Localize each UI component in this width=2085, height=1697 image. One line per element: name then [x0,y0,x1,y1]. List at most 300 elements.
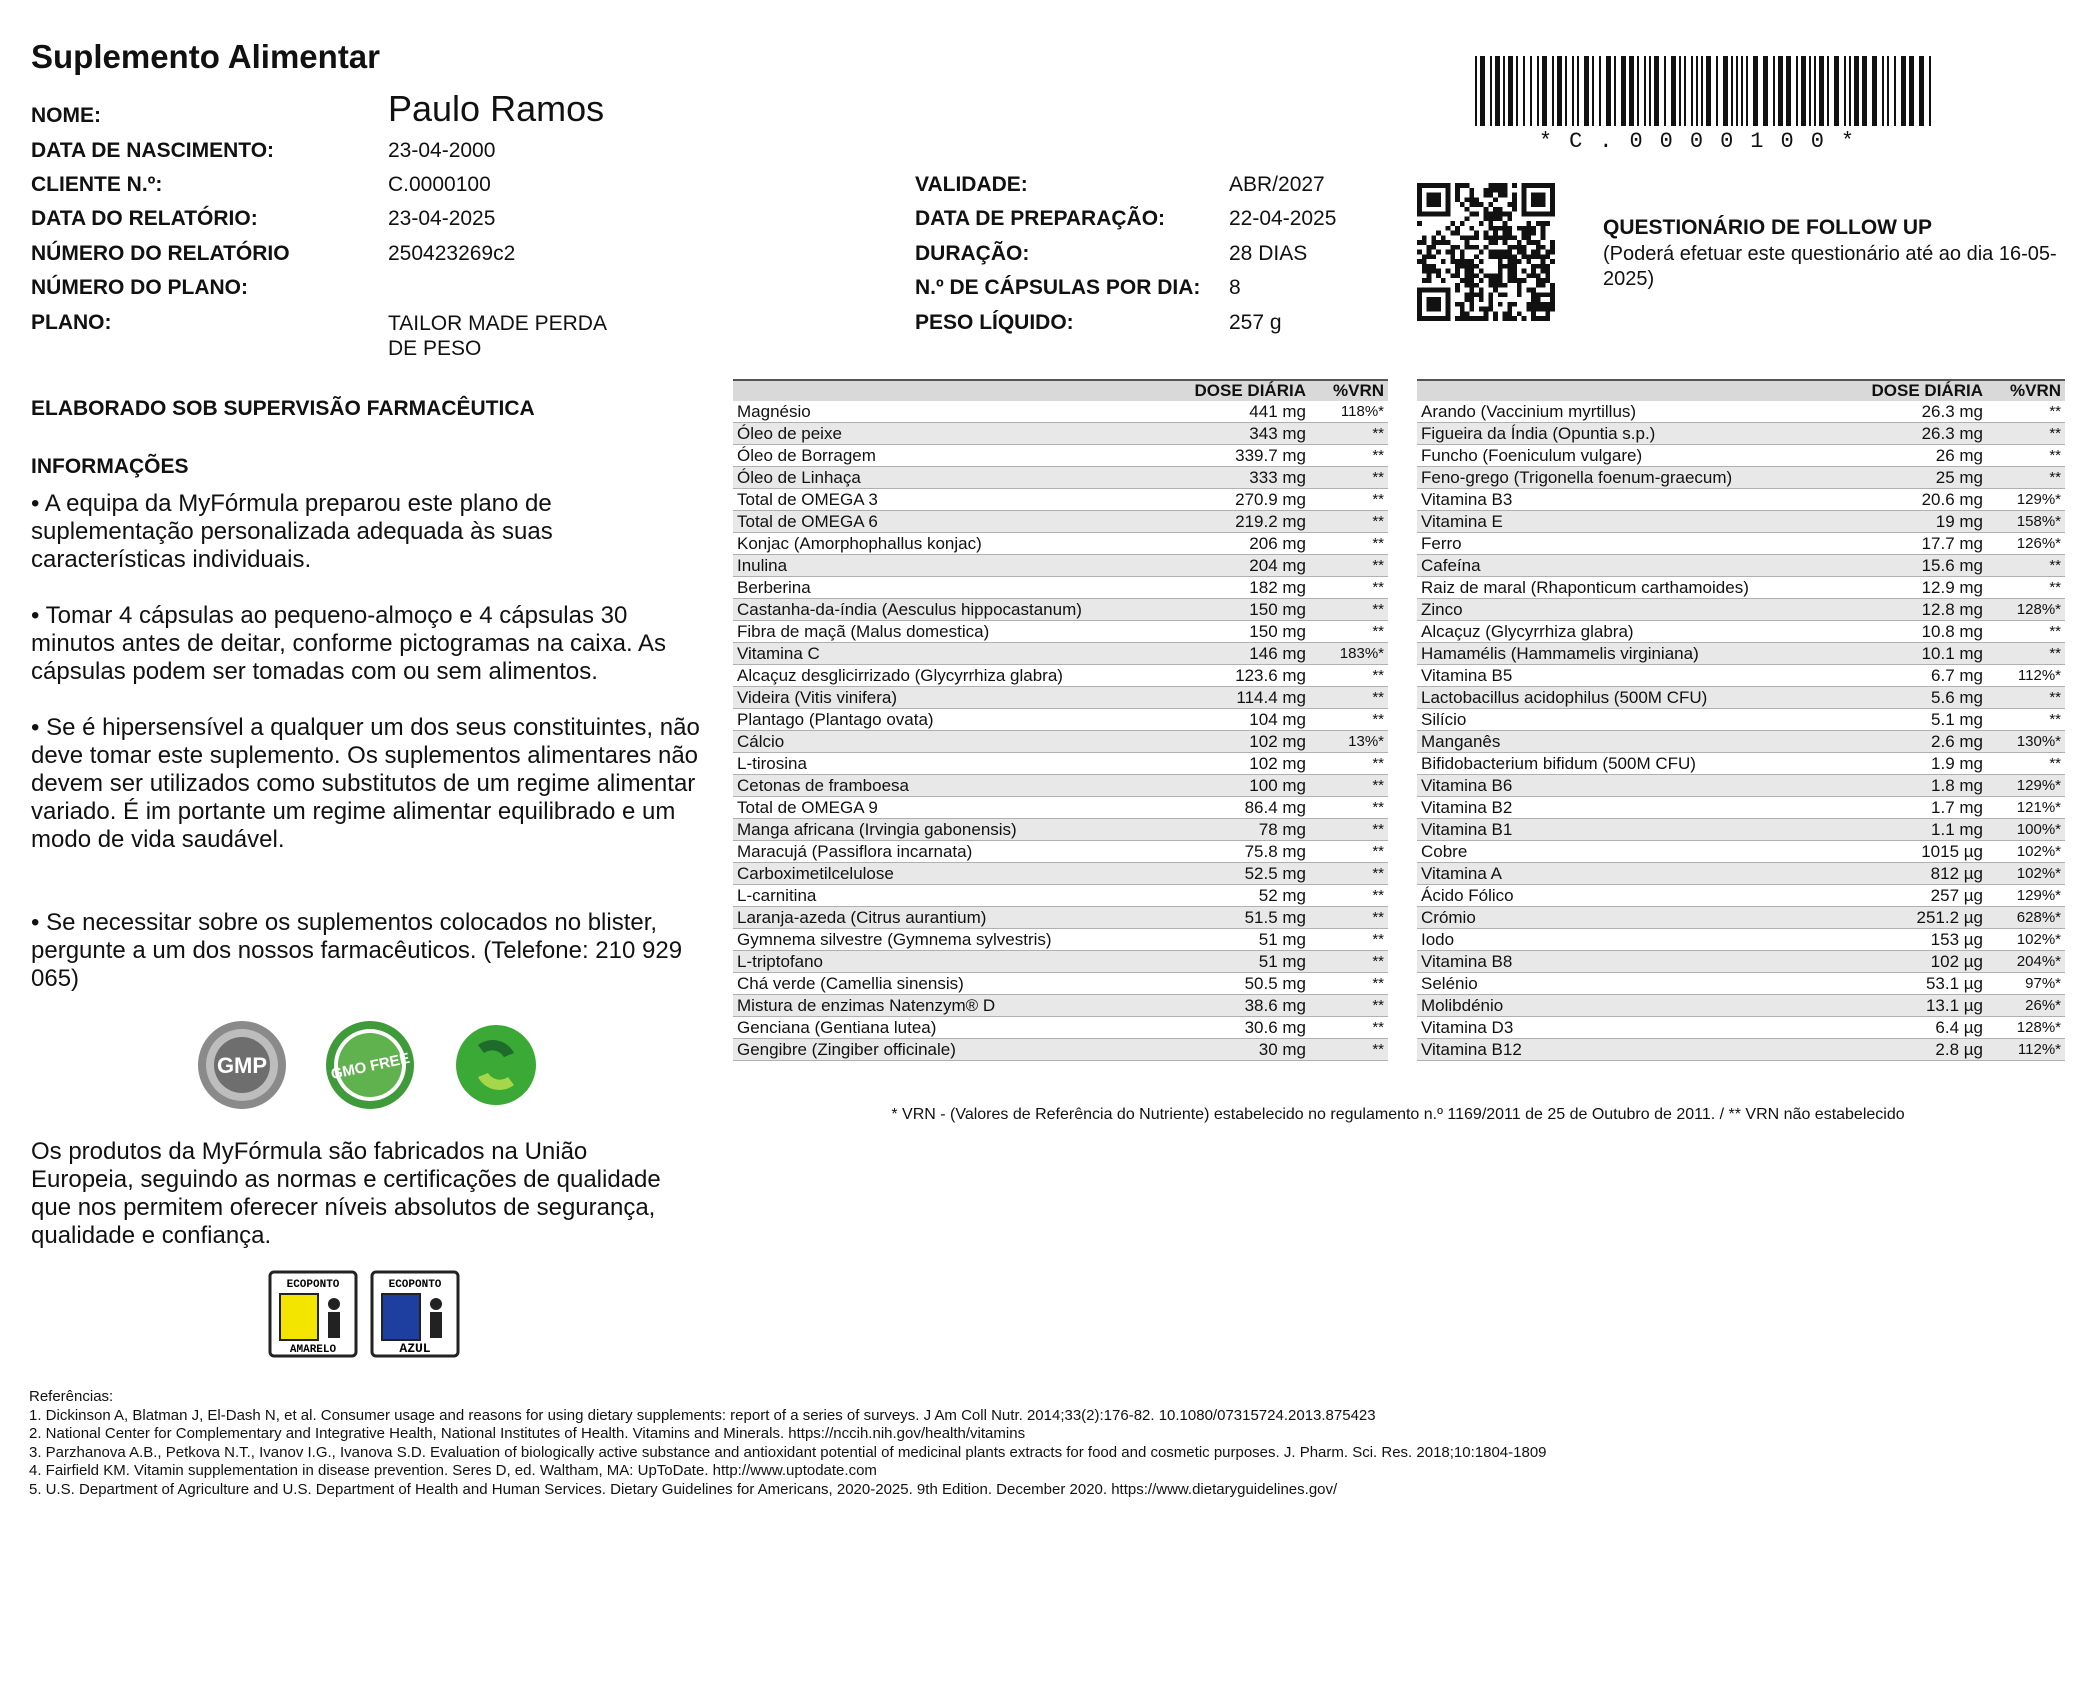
table-row [1417,643,2065,665]
table-row [1417,687,2065,709]
vrn-percent: ** [1987,621,2065,643]
ingredient-name: L-triptofano [733,951,1172,973]
ingredient-name: Total de OMEGA 3 [733,489,1172,511]
birth-label: DATA DE NASCIMENTO: [31,139,275,162]
vrn-percent: 128%* [1987,1017,2065,1039]
vrn-percent: ** [1310,885,1388,907]
reference-item: 5. U.S. Department of Agriculture and U.S. Department of Health and Human Services. Dietary Guidelines for Americans, 2020-2025. 9th Edition. December 2020. https://www.dietaryguidelines.gov/ [29,1480,1338,1498]
vrn-percent: ** [1310,797,1388,819]
table-row [733,599,1388,621]
table-row [733,907,1388,929]
vrn-percent: ** [1310,423,1388,445]
vrn-percent: ** [1987,753,2065,775]
info-paragraph-1: • A equipa da MyFórmula preparou este plano de suplementação personalizada adequada às suas características individuais. [31,490,553,573]
vrn-percent: ** [1310,511,1388,533]
vrn-percent: ** [1987,643,2065,665]
vrn-percent: 102%* [1987,841,2065,863]
table-row [733,665,1388,687]
table-row [1417,863,2065,885]
table-row [1417,753,2065,775]
followup-title: QUESTIONÁRIO DE FOLLOW UP [1603,216,1932,239]
daily-dose: 100 mg [1172,775,1310,797]
qr-code[interactable] [1417,183,1555,321]
table-row [733,775,1388,797]
daily-dose: 150 mg [1172,599,1310,621]
header-dose: DOSE DIÁRIA [1849,380,1987,401]
vrn-percent: 204%* [1987,951,2065,973]
table-row [733,1017,1388,1039]
vrn-percent: 126%* [1987,533,2065,555]
daily-dose: 12.9 mg [1849,577,1987,599]
table-row [1417,489,2065,511]
prep-value: 22-04-2025 [1229,207,1337,230]
qr-code-icon [1417,183,1555,321]
vrn-percent: ** [1310,467,1388,489]
daily-dose: 270.9 mg [1172,489,1310,511]
ecoponto-amarelo-icon [270,1272,356,1356]
vrn-percent: ** [1310,687,1388,709]
weight-label: PESO LÍQUIDO: [915,311,1074,334]
ingredient-name: Cálcio [733,731,1172,753]
daily-dose: 441 mg [1172,401,1310,423]
vrn-percent: ** [1310,819,1388,841]
daily-dose: 1.9 mg [1849,753,1987,775]
barcode-bars [1475,56,1935,126]
header-ingredient [1417,380,1849,401]
daily-dose: 1.1 mg [1849,819,1987,841]
vrn-percent: 100%* [1987,819,2065,841]
table-row [1417,621,2065,643]
daily-dose: 51 mg [1172,929,1310,951]
daily-dose: 1.8 mg [1849,775,1987,797]
daily-dose: 150 mg [1172,621,1310,643]
vrn-percent: 158%* [1987,511,2065,533]
vrn-percent: ** [1987,555,2065,577]
vrn-percent: 102%* [1987,863,2065,885]
daily-dose: 15.6 mg [1849,555,1987,577]
daily-dose: 20.6 mg [1849,489,1987,511]
page-title: Suplemento Alimentar [31,38,380,75]
daily-dose: 75.8 mg [1172,841,1310,863]
ingredient-name: Fibra de maçã (Malus domestica) [733,621,1172,643]
ecoponto-logos-svg [268,1270,468,1360]
report-date-value: 23-04-2025 [388,207,496,230]
daily-dose: 6.4 µg [1849,1017,1987,1039]
daily-dose: 812 µg [1849,863,1987,885]
ingredient-name: Feno-grego (Trigonella foenum-graecum) [1417,467,1849,489]
ingredient-name: Manganês [1417,731,1849,753]
ingredient-name: Gymnema silvestre (Gymnema sylvestris) [733,929,1172,951]
vrn-percent: ** [1987,445,2065,467]
vrn-percent: ** [1310,489,1388,511]
plan-value-line2: DE PESO [388,337,482,360]
ingredient-name: Berberina [733,577,1172,599]
table-row [733,753,1388,775]
vrn-percent: 118%* [1310,401,1388,423]
vrn-percent: ** [1310,621,1388,643]
ingredient-name: Carboximetilcelulose [733,863,1172,885]
ingredient-name: Castanha-da-índia (Aesculus hippocastanum) [733,599,1172,621]
vrn-percent: 102%* [1987,929,2065,951]
table-row [733,841,1388,863]
daily-dose: 38.6 mg [1172,995,1310,1017]
ingredient-name: Konjac (Amorphophallus konjac) [733,533,1172,555]
vrn-percent: ** [1987,467,2065,489]
vrn-percent: ** [1310,907,1388,929]
vrn-percent: ** [1310,841,1388,863]
ecoponto-azul-icon [372,1272,458,1356]
vrn-percent: ** [1310,709,1388,731]
table-row [733,973,1388,995]
daily-dose: 257 µg [1849,885,1987,907]
gmo-free-logo-text: GMO FREE [329,1049,412,1084]
table-row [1417,533,2065,555]
table-row [733,863,1388,885]
followup-text: (Poderá efetuar este questionário até ao dia 16-05-2025) [1603,243,2057,290]
table-row [733,511,1388,533]
ingredient-name: Lactobacillus acidophilus (500M CFU) [1417,687,1849,709]
ingredient-name: Cafeína [1417,555,1849,577]
table-header-row [1417,380,2065,401]
daily-dose: 102 µg [1849,951,1987,973]
vrn-percent: ** [1310,753,1388,775]
table-row [1417,467,2065,489]
info-paragraph-2: • Tomar 4 cápsulas ao pequeno-almoço e 4 cápsulas 30 minutos antes de deitar, conforme pictogramas na caixa. As cápsulas podem ser tomadas com ou sem alimentos. [31,602,667,685]
vrn-percent: ** [1987,687,2065,709]
table-row [1417,731,2065,753]
references [29,1388,1547,1499]
plan-value-line1: TAILOR MADE PERDA [388,312,607,335]
ingredient-name: Vitamina B3 [1417,489,1849,511]
table-row [733,423,1388,445]
ingredient-name: Genciana (Gentiana lutea) [733,1017,1172,1039]
ingredient-name: Zinco [1417,599,1849,621]
table-row [1417,973,2065,995]
table-row [1417,665,2065,687]
daily-dose: 25 mg [1849,467,1987,489]
ecoponto-azul-top-text: ECOPONTO [388,1279,442,1291]
daily-dose: 1.7 mg [1849,797,1987,819]
daily-dose: 30.6 mg [1172,1017,1310,1039]
table-row [1417,401,2065,423]
duration-label: DURAÇÃO: [915,242,1030,265]
ingredient-name: Total de OMEGA 6 [733,511,1172,533]
ingredient-name: Plantago (Plantago ovata) [733,709,1172,731]
certification-logos-svg [190,1015,550,1115]
info-heading: INFORMAÇÕES [31,455,189,478]
vrn-percent: 112%* [1987,665,2065,687]
table-row [733,951,1388,973]
daily-dose: 50.5 mg [1172,973,1310,995]
ingredient-name: Óleo de Borragem [733,445,1172,467]
ingredient-name: Molibdénio [1417,995,1849,1017]
vrn-footnote: * VRN - (Valores de Referência do Nutriente) estabelecido no regulamento n.º 1169/2011 de 25 de Outubro de 2011. / ** VRN não estabelecido [891,1106,1905,1123]
vrn-percent: 183%* [1310,643,1388,665]
ingredient-name: Crómio [1417,907,1849,929]
daily-dose: 339.7 mg [1172,445,1310,467]
vrn-percent: ** [1987,709,2065,731]
reference-item: 2. National Center for Complementary and Integrative Health, National Institutes of Health. Vitamins and Minerals. https://nccih.nih.gov/health/vitamins [29,1425,1026,1442]
vrn-percent: ** [1310,775,1388,797]
ingredient-name: Vitamina B2 [1417,797,1849,819]
vrn-percent: 97%* [1987,973,2065,995]
ecoponto-amarelo-bottom-text: AMARELO [289,1344,337,1356]
ingredient-name: Inulina [733,555,1172,577]
header-vrn: %VRN [1987,380,2065,401]
vrn-percent: ** [1310,1017,1388,1039]
ingredient-name: L-carnitina [733,885,1172,907]
daily-dose: 86.4 mg [1172,797,1310,819]
ingredient-name: Vitamina B6 [1417,775,1849,797]
table-row [1417,885,2065,907]
vrn-percent: ** [1310,995,1388,1017]
daily-dose: 104 mg [1172,709,1310,731]
info-paragraph-4: • Se necessitar sobre os suplementos colocados no blister, pergunte a um dos nossos farmacêuticos. (Telefone: 210 929 065) [31,909,683,992]
vrn-percent: ** [1310,951,1388,973]
ingredient-name: Selénio [1417,973,1849,995]
daily-dose: 1015 µg [1849,841,1987,863]
vrn-percent: 129%* [1987,885,2065,907]
vrn-percent: ** [1987,577,2065,599]
ingredient-name: Raiz de maral (Rhaponticum carthamoides) [1417,577,1849,599]
table-row [1417,709,2065,731]
ingredient-name: Vitamina D3 [1417,1017,1849,1039]
vrn-percent: ** [1310,533,1388,555]
ingredient-name: Vitamina B8 [1417,951,1849,973]
vrn-percent: 128%* [1987,599,2065,621]
reference-item: 1. Dickinson A, Blatman J, El-Dash N, et al. Consumer usage and reasons for using dietary supplements: report of a series of surveys. J Am Coll Nutr. 2014;33(2):176-82. 10.1080/07315724.2013.875423 [29,1406,1376,1424]
birth-value: 23-04-2000 [388,139,496,162]
daily-dose: 123.6 mg [1172,665,1310,687]
vrn-percent: 628%* [1987,907,2065,929]
green-dot-logo-icon [456,1025,536,1105]
ingredient-name: Vitamina B12 [1417,1039,1849,1061]
table-row [1417,841,2065,863]
table-row [1417,577,2065,599]
vrn-percent: 129%* [1987,775,2065,797]
daily-dose: 26.3 mg [1849,423,1987,445]
nutrient-table-left [733,379,1388,1061]
daily-dose: 2.6 mg [1849,731,1987,753]
ingredient-name: Ácido Fólico [1417,885,1849,907]
daily-dose: 19 mg [1849,511,1987,533]
ingredient-name: Bifidobacterium bifidum (500M CFU) [1417,753,1849,775]
ingredient-name: Vitamina B1 [1417,819,1849,841]
vrn-percent: ** [1987,423,2065,445]
table-row [733,687,1388,709]
nutrient-table-right [1417,379,2065,1061]
capsules-value: 8 [1229,276,1241,299]
table-row [1417,775,2065,797]
table-row [1417,599,2065,621]
daily-dose: 343 mg [1172,423,1310,445]
daily-dose: 78 mg [1172,819,1310,841]
reference-item: 4. Fairfield KM. Vitamin supplementation in disease prevention. Seres D, ed. Waltham, MA: UpToDate. http://www.uptodate.com [29,1462,877,1479]
daily-dose: 102 mg [1172,731,1310,753]
table-row [733,533,1388,555]
references-heading: Referências: [29,1388,114,1405]
daily-dose: 114.4 mg [1172,687,1310,709]
table-header-row [733,380,1388,401]
vrn-percent: ** [1310,445,1388,467]
table-row [1417,951,2065,973]
ingredient-name: Total de OMEGA 9 [733,797,1172,819]
daily-dose: 206 mg [1172,533,1310,555]
table-row [733,731,1388,753]
daily-dose: 26.3 mg [1849,401,1987,423]
daily-dose: 204 mg [1172,555,1310,577]
gmo-free-logo-icon [326,1021,414,1109]
barcode-text: *C.0000100* [1538,129,1872,154]
daily-dose: 13.1 µg [1849,995,1987,1017]
table-row [1417,1039,2065,1061]
table-row [1417,1017,2065,1039]
table-row [733,819,1388,841]
client-label: CLIENTE N.º: [31,173,163,196]
daily-dose: 153 µg [1849,929,1987,951]
ingredient-name: Alcaçuz desglicirrizado (Glycyrrhiza glabra) [733,665,1172,687]
validity-value: ABR/2027 [1229,173,1325,196]
vrn-percent: ** [1987,401,2065,423]
patient-name: Paulo Ramos [388,88,605,129]
ingredient-name: Funcho (Foeniculum vulgare) [1417,445,1849,467]
ingredient-name: Vitamina C [733,643,1172,665]
report-number-value: 250423269c2 [388,242,516,265]
ingredient-name: Arando (Vaccinium myrtillus) [1417,401,1849,423]
daily-dose: 6.7 mg [1849,665,1987,687]
daily-dose: 219.2 mg [1172,511,1310,533]
table-row [733,489,1388,511]
table-row [1417,423,2065,445]
ingredient-name: Iodo [1417,929,1849,951]
table-row [1417,819,2065,841]
vrn-percent: ** [1310,973,1388,995]
header-dose: DOSE DIÁRIA [1172,380,1310,401]
daily-dose: 102 mg [1172,753,1310,775]
made-in-eu-text: Os produtos da MyFórmula são fabricados na União Europeia, seguindo as normas e certificações de qualidade que nos permitem oferecer níveis absolutos de segurança, qualidade e confiança. [31,1138,661,1249]
daily-dose: 5.6 mg [1849,687,1987,709]
ingredient-name: Óleo de Linhaça [733,467,1172,489]
daily-dose: 251.2 µg [1849,907,1987,929]
vrn-percent: 121%* [1987,797,2065,819]
table-row [733,709,1388,731]
info-paragraph-3: • Se é hipersensível a qualquer um dos seus constituintes, não deve tomar este suplemento. Os suplementos alimentares não devem ser utilizados como substitutos de um regime alimentar variado. É im portante um regime alimentar equilibrado e um modo de vida saudável. [31,714,700,853]
vrn-percent: 129%* [1987,489,2065,511]
table-row [1417,907,2065,929]
ingredient-name: Ferro [1417,533,1849,555]
vrn-percent: 13%* [1310,731,1388,753]
vrn-percent: 26%* [1987,995,2065,1017]
ingredient-name: Mistura de enzimas Natenzym® D [733,995,1172,1017]
prep-label: DATA DE PREPARAÇÃO: [915,207,1166,230]
ecoponto-logos [268,1270,468,1360]
ingredient-name: Magnésio [733,401,1172,423]
vrn-percent: 112%* [1987,1039,2065,1061]
ingredient-name: Laranja-azeda (Citrus aurantium) [733,907,1172,929]
plan-number-label: NÚMERO DO PLANO: [31,276,248,299]
table-row [733,555,1388,577]
certification-logos [190,1015,550,1115]
vrn-percent: ** [1310,1039,1388,1061]
vrn-percent: 130%* [1987,731,2065,753]
validity-label: VALIDADE: [915,173,1028,196]
name-label: NOME: [31,104,101,127]
table-row [733,929,1388,951]
ingredient-name: Figueira da Índia (Opuntia s.p.) [1417,423,1849,445]
table-row [1417,555,2065,577]
table-row [733,995,1388,1017]
table-row [733,401,1388,423]
ingredient-name: Hamamélis (Hammamelis virginiana) [1417,643,1849,665]
daily-dose: 10.8 mg [1849,621,1987,643]
daily-dose: 26 mg [1849,445,1987,467]
ingredient-name: Vitamina A [1417,863,1849,885]
header-ingredient [733,380,1172,401]
vrn-percent: ** [1310,577,1388,599]
ecoponto-amarelo-top-text: ECOPONTO [286,1279,340,1291]
ingredient-name: Videira (Vitis vinifera) [733,687,1172,709]
ingredient-name: Alcaçuz (Glycyrrhiza glabra) [1417,621,1849,643]
supervision-heading: ELABORADO SOB SUPERVISÃO FARMACÊUTICA [31,397,535,420]
daily-dose: 53.1 µg [1849,973,1987,995]
gmp-logo-text: GMP [216,1053,268,1078]
vrn-percent: ** [1310,555,1388,577]
daily-dose: 51.5 mg [1172,907,1310,929]
ecoponto-azul-bottom-text: AZUL [399,1341,431,1356]
ingredient-name: Cetonas de framboesa [733,775,1172,797]
reference-item: 3. Parzhanova A.B., Petkova N.T., Ivanov I.G., Ivanova S.D. Evaluation of biologically active substance and antioxidant potential of medicinal plants extracts for food and cosmetic purposes. J. Pharm. Sci. Res. 2018;10:1804-1809 [29,1443,1547,1461]
daily-dose: 17.7 mg [1849,533,1987,555]
table-row [733,797,1388,819]
ingredient-name: Silício [1417,709,1849,731]
table-row [733,643,1388,665]
report-number-label: NÚMERO DO RELATÓRIO [31,242,290,265]
table-row [1417,929,2065,951]
header-vrn: %VRN [1310,380,1388,401]
table-row [1417,445,2065,467]
ingredient-name: L-tirosina [733,753,1172,775]
barcode [1475,56,1975,152]
daily-dose: 182 mg [1172,577,1310,599]
ingredient-name: Gengibre (Zingiber officinale) [733,1039,1172,1061]
ingredient-name: Óleo de peixe [733,423,1172,445]
duration-value: 28 DIAS [1229,242,1308,265]
daily-dose: 52.5 mg [1172,863,1310,885]
vrn-percent: ** [1310,863,1388,885]
weight-value: 257 g [1229,311,1282,334]
vrn-percent: ** [1310,929,1388,951]
daily-dose: 146 mg [1172,643,1310,665]
report-date-label: DATA DO RELATÓRIO: [31,207,258,230]
daily-dose: 12.8 mg [1849,599,1987,621]
ingredient-name: Maracujá (Passiflora incarnata) [733,841,1172,863]
table-row [733,1039,1388,1061]
ingredient-name: Manga africana (Irvingia gabonensis) [733,819,1172,841]
plan-value [388,311,648,361]
ingredient-name: Cobre [1417,841,1849,863]
plan-label: PLANO: [31,311,112,334]
daily-dose: 52 mg [1172,885,1310,907]
capsules-label: N.º DE CÁPSULAS POR DIA: [915,276,1201,299]
daily-dose: 10.1 mg [1849,643,1987,665]
vrn-percent: ** [1310,665,1388,687]
daily-dose: 51 mg [1172,951,1310,973]
daily-dose: 2.8 µg [1849,1039,1987,1061]
daily-dose: 30 mg [1172,1039,1310,1061]
ingredient-name: Vitamina E [1417,511,1849,533]
table-row [1417,511,2065,533]
table-row [733,621,1388,643]
